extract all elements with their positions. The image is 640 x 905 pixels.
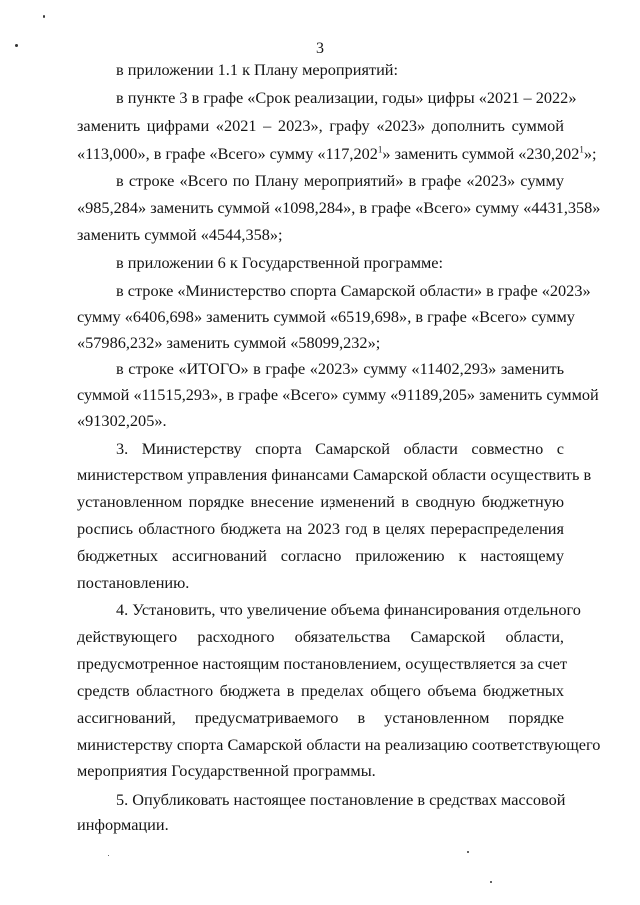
text-line: «91302,205». (77, 411, 167, 430)
scan-speck (43, 15, 45, 18)
text-line: 4. Установить, что увеличение объема финансирования отдельного (116, 600, 581, 619)
text-line: в строке «ИТОГО» в графе «2023» сумму «11402,293» заменить (116, 359, 564, 378)
text-line-with-superscripts (77, 144, 597, 164)
text-line: предусмотренное настоящим постановлением, осуществляется за счет (77, 654, 568, 673)
text-segment: »; (583, 144, 597, 163)
text-line: министерству спорта Самарской области на реализацию соответствующего (77, 735, 601, 754)
text-segment: » заменить суммой «230,202 (382, 144, 580, 163)
scan-speck (490, 881, 492, 883)
text-line: министерством управления финансами Самарской области осуществить в (77, 465, 592, 484)
text-line: ассигнований, предусматриваемого в установленном порядке (77, 708, 564, 727)
text-line: средств областного бюджета в пределах общего объема бюджетных (77, 681, 564, 700)
text-line: бюджетных ассигнований согласно приложению к настоящему (77, 546, 564, 565)
text-line: в строке «Министерство спорта Самарской области» в графе «2023» (116, 281, 591, 300)
text-line: заменить суммой «4544,358»; (77, 225, 283, 244)
text-line: в строке «Всего по Плану мероприятий» в графе «2023» сумму (116, 171, 564, 190)
page-number: 3 (316, 40, 324, 57)
text-line: «57986,232» заменить суммой «58099,232»; (77, 333, 381, 352)
text-line: заменить цифрами «2021 – 2023», графу «2023» дополнить суммой (77, 116, 564, 135)
text-line: роспись областного бюджета на 2023 год в целях перераспределения (77, 519, 564, 538)
scan-speck (467, 851, 469, 853)
text-line: установленном порядке внесение изменений в сводную бюджетную (77, 492, 564, 511)
text-line: 5. Опубликовать настоящее постановление в средствах массовой (116, 790, 566, 809)
text-line: «985,284» заменить суммой «1098,284», в графе «Всего» сумму «4431,358» (77, 198, 601, 217)
scan-speck (108, 855, 109, 856)
text-line: в приложении 1.1 к Плану мероприятий: (116, 60, 399, 79)
text-line: информации. (77, 815, 169, 834)
text-line: суммой «11515,293», в графе «Всего» сумму «91189,205» заменить суммой (77, 385, 599, 404)
text-segment: «113,000», в графе «Всего» сумму «117,202 (77, 144, 378, 163)
text-line: 3. Министерству спорта Самарской области совместно с (116, 439, 564, 458)
footnote-superscript: 1 (377, 144, 383, 155)
text-line: в пункте 3 в графе «Срок реализации, годы» цифры «2021 – 2022» (116, 88, 577, 107)
text-line: постановлению. (77, 573, 190, 592)
text-line: в приложении 6 к Государственной программе: (116, 253, 444, 272)
footnote-superscript: 1 (579, 144, 584, 155)
text-line: действующего расходного обязательства Самарской области, (77, 627, 564, 646)
text-line: сумму «6406,698» заменить суммой «6519,698», в графе «Всего» сумму (77, 307, 575, 326)
text-line: мероприятия Государственной программы. (77, 761, 376, 780)
